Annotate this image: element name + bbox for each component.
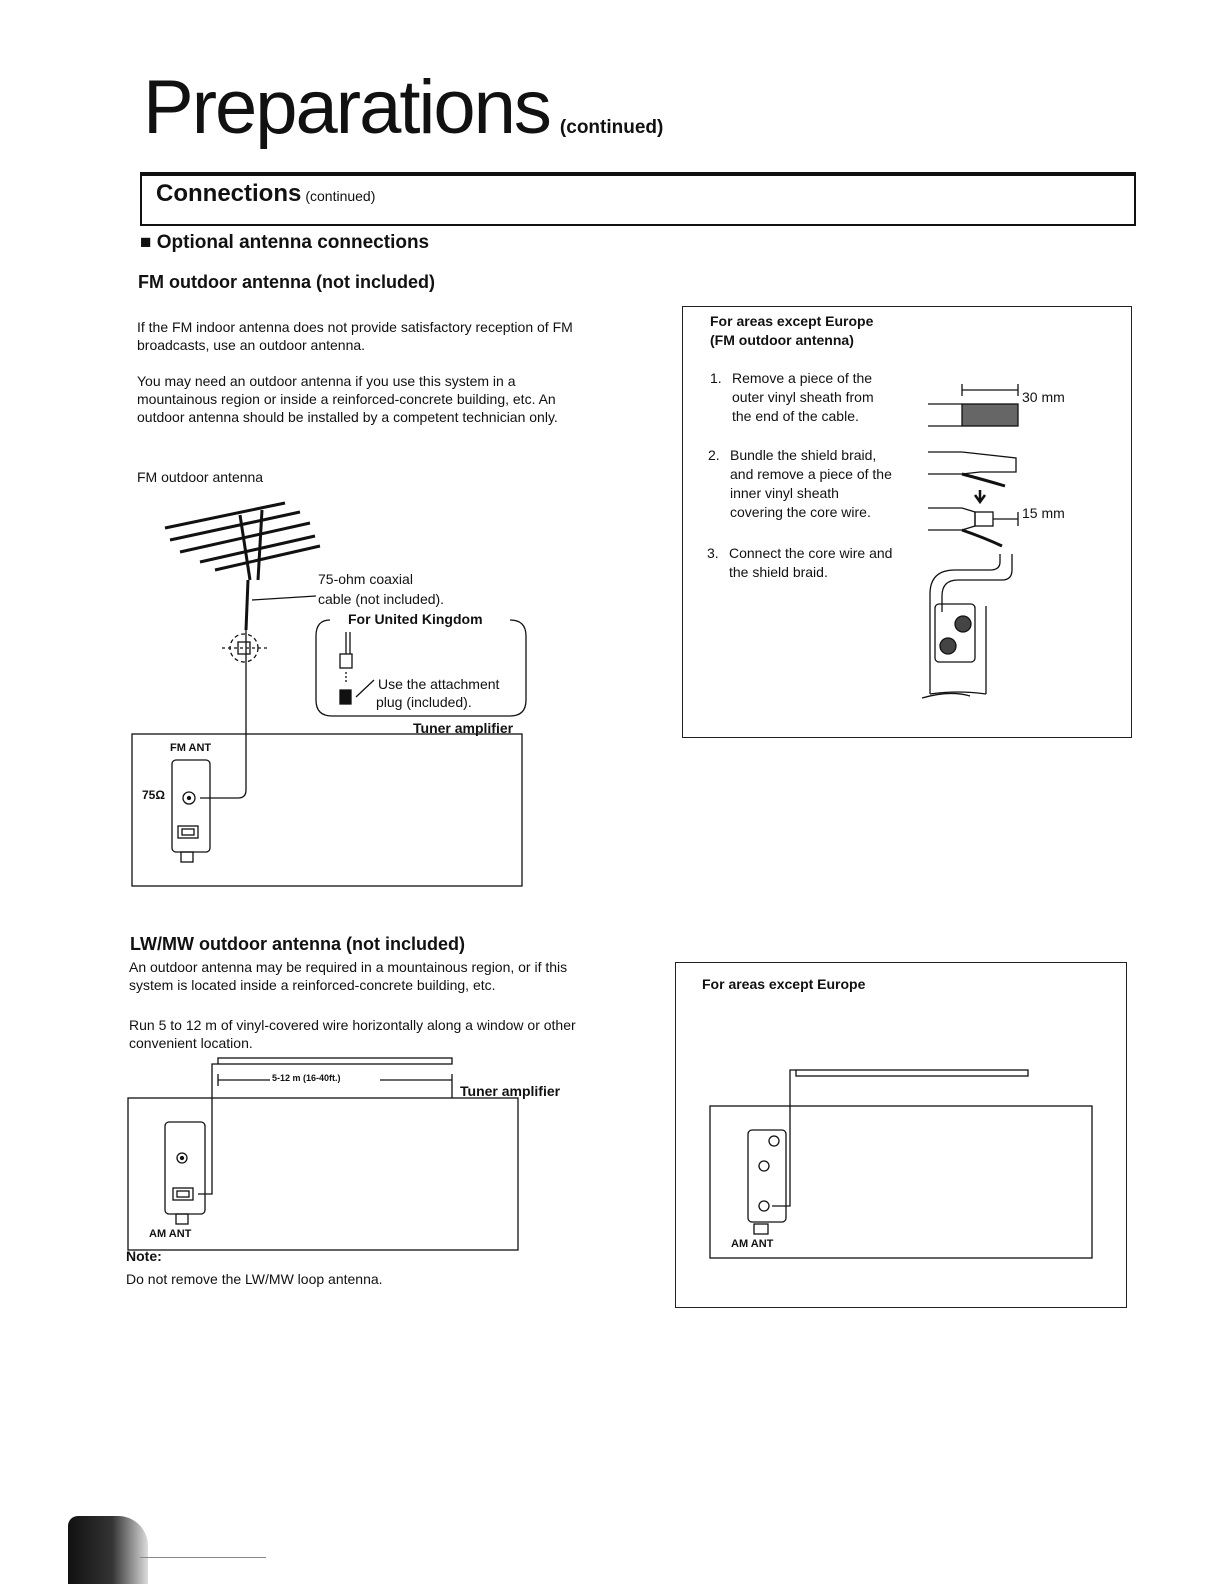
note-label: Note: (126, 1248, 162, 1264)
step-line: Connect the core wire and (729, 545, 893, 561)
step-number: 1. (710, 370, 722, 386)
dim-15-label: 15 mm (1022, 505, 1065, 521)
step-line: and remove a piece of the (730, 466, 892, 482)
am-paragraph-1: An outdoor antenna may be required in a mountainous region, or if this system is located inside a reinforced-concrete building, etc. (129, 959, 568, 993)
am-europe-ant-label: AM ANT (731, 1238, 774, 1250)
scan-line (140, 1557, 266, 1558)
am-europe-heading: For areas except Europe (702, 976, 866, 992)
fm-cable-label-2: cable (not included). (318, 591, 445, 607)
fm-heading: FM outdoor antenna (not included) (138, 272, 435, 292)
note-text: Do not remove the LW/MW loop antenna. (126, 1271, 383, 1287)
fm-ohm-label: 75Ω (142, 788, 165, 802)
step-line: Remove a piece of the (732, 370, 873, 386)
step-number: 2. (708, 447, 720, 463)
plug-label-1: Use the attachment (378, 676, 500, 692)
am-tuner-label: Tuner amplifier (460, 1083, 561, 1099)
page-title-suffix: (continued) (559, 117, 664, 138)
fm-paragraph-1: If the FM indoor antenna does not provide satisfactory reception of FM broadcasts, use an outdoor antenna. (137, 319, 573, 353)
step-line: outer vinyl sheath from (732, 389, 874, 405)
step-line: Bundle the shield braid, (730, 447, 877, 463)
fm-cable-label-1: 75-ohm coaxial (318, 571, 413, 587)
section-title-suffix: (continued) (305, 188, 376, 204)
fm-diagram-label: FM outdoor antenna (137, 469, 264, 485)
step-number: 3. (707, 545, 719, 561)
am-heading: LW/MW outdoor antenna (not included) (130, 934, 465, 954)
am-paragraph-2: Run 5 to 12 m of vinyl-covered wire horizontally along a window or other convenient location. (129, 1017, 576, 1051)
uk-label: For United Kingdom (348, 611, 483, 627)
step-line: the shield braid. (729, 564, 828, 580)
fm-paragraph-2: You may need an outdoor antenna if you use this system in a mountainous region or inside a reinforced-concrete building, etc. An outdoor antenna should be installed by a competent technician only. (137, 373, 558, 425)
fm-tuner-label: Tuner amplifier (413, 720, 514, 736)
bullet-square-icon: ■ (140, 232, 152, 253)
fm-europe-heading-2: (FM outdoor antenna) (710, 332, 854, 348)
page-title: Preparations (continued) (143, 65, 664, 150)
section-title: Connections (continued) (156, 180, 376, 207)
step-line: the end of the cable. (732, 408, 859, 424)
fm-europe-heading-1: For areas except Europe (710, 313, 874, 329)
dim-30-label: 30 mm (1022, 389, 1065, 405)
plug-label-2: plug (included). (376, 694, 472, 710)
fm-ant-label: FM ANT (170, 742, 212, 754)
step-line: covering the core wire. (730, 504, 871, 520)
subsection-title: Optional antenna connections (156, 232, 430, 253)
am-length-label: 5-12 m (16-40ft.) (272, 1073, 341, 1083)
step-line: inner vinyl sheath (730, 485, 839, 501)
am-ant-label: AM ANT (149, 1228, 192, 1240)
scan-artifact (68, 1516, 148, 1584)
